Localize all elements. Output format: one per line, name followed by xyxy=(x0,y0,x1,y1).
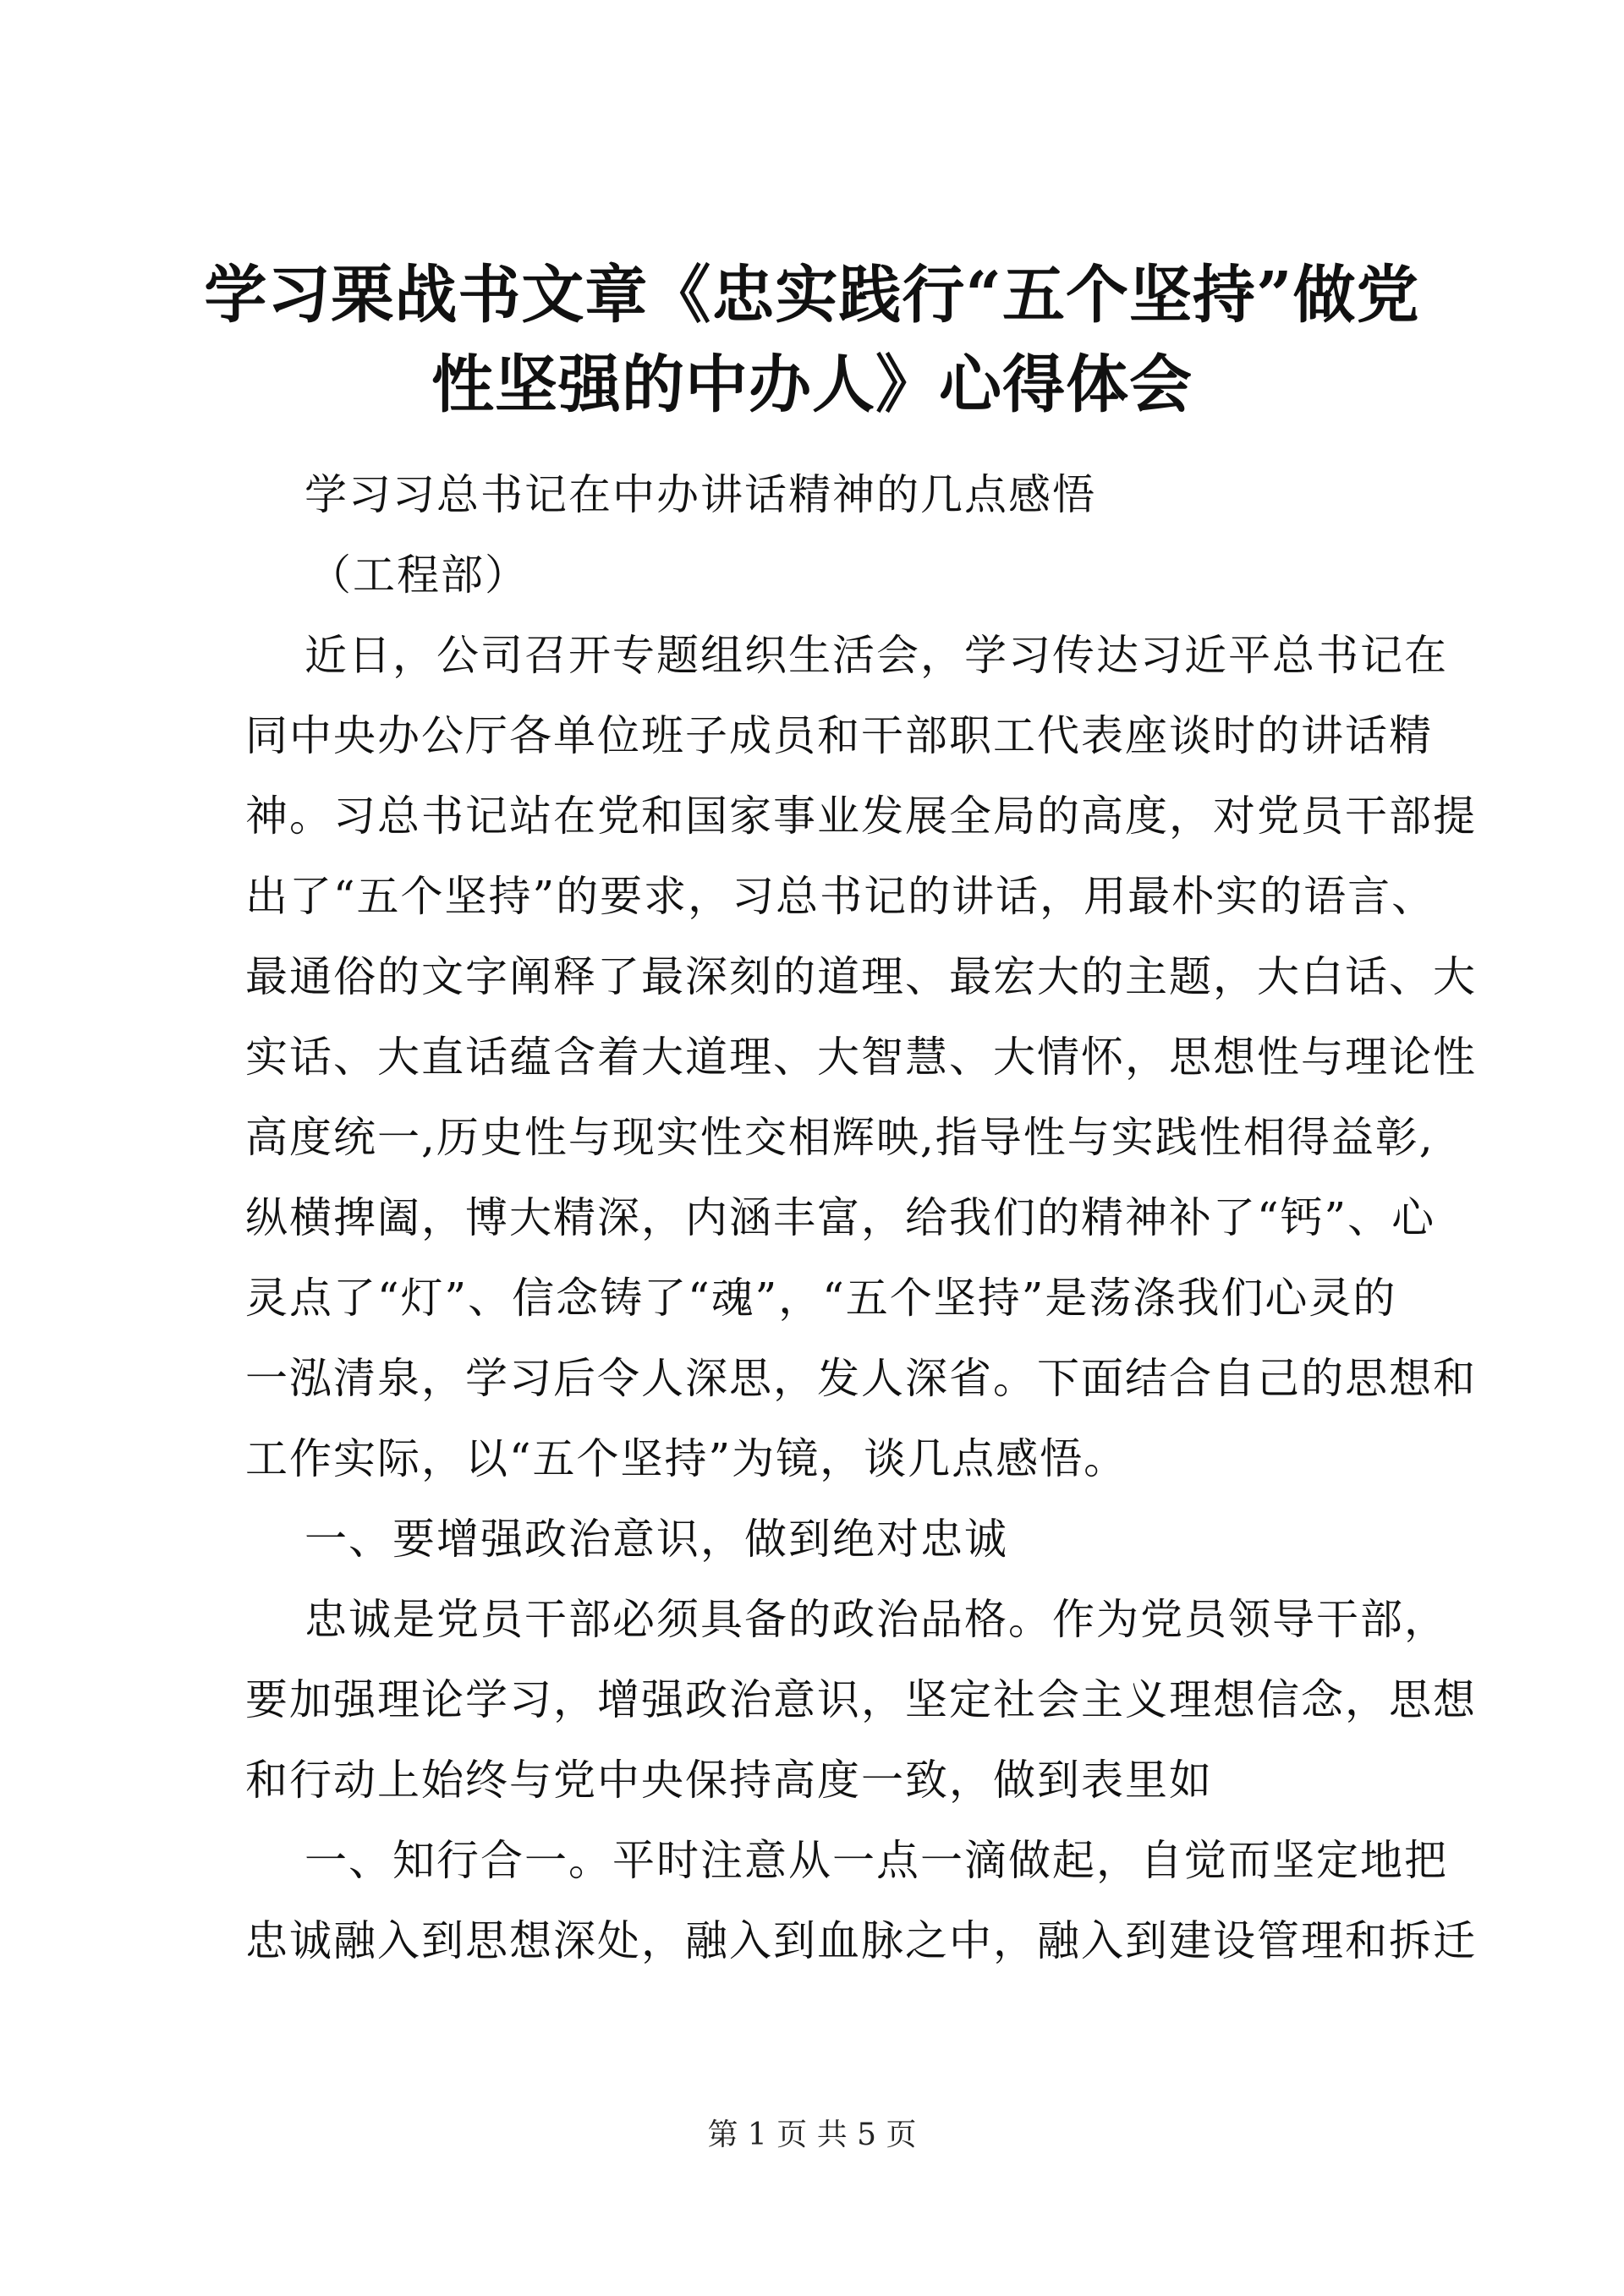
body-line-15: 一、知行合一。平时注意从一点一滴做起，自觉而坚定地把 xyxy=(304,1836,1448,1885)
department-line: （工程部） xyxy=(309,551,529,600)
title-line-1: 学习栗战书文章《忠实践行“五个坚持”做党 xyxy=(204,259,1420,332)
page-footer xyxy=(0,2114,1624,2156)
body-line-2: 同中央办公厅各单位班子成员和干部职工代表座谈时的讲话精 xyxy=(245,711,1433,760)
body-line-9: 灵点了“灯”、信念铸了“魂”，“五个坚持”是荡涤我们心灵的 xyxy=(245,1274,1397,1323)
body-line-7: 高度统一,历史性与现实性交相辉映,指导性与实践性相得益彰, xyxy=(245,1113,1435,1162)
page-number: 第 1 页 共 5 页 xyxy=(707,2118,917,2152)
body-line-12: 忠诚是党员干部必须具备的政治品格。作为党员领导干部， xyxy=(304,1595,1448,1644)
document-body xyxy=(245,455,1477,1981)
body-line-13: 要加强理论学习，增强政治意识，坚定社会主义理想信念，思想 xyxy=(245,1675,1477,1724)
body-line-14: 和行动上始终与党中央保持高度一致，做到表里如 xyxy=(245,1756,1213,1805)
section-heading-1: 一、要增强政治意识，做到绝对忠诚 xyxy=(304,1515,1008,1564)
body-line-5: 最通俗的文字阐释了最深刻的道理、最宏大的主题，大白话、大 xyxy=(245,952,1477,1001)
body-line-8: 纵横捭阖，博大精深，内涵丰富，给我们的精神补了“钙”、心 xyxy=(245,1193,1436,1242)
body-line-1: 近日，公司召开专题组织生活会，学习传达习近平总书记在 xyxy=(304,631,1448,680)
body-line-4: 出了“五个坚持”的要求，习总书记的讲话，用最朴实的语言、 xyxy=(245,872,1436,921)
title-line-2: 性坚强的中办人》心得体会 xyxy=(431,348,1193,421)
body-line-6: 实话、大直话蕴含着大道理、大智慧、大情怀，思想性与理论性 xyxy=(245,1033,1477,1082)
body-line-16: 忠诚融入到思想深处，融入到血脉之中，融入到建设管理和拆迁 xyxy=(245,1916,1477,1965)
body-line-3: 神。习总书记站在党和国家事业发展全局的高度，对党员干部提 xyxy=(245,792,1477,841)
document-title xyxy=(152,250,1472,430)
body-line-10: 一泓清泉，学习后令人深思，发人深省。下面结合自己的思想和 xyxy=(245,1354,1477,1403)
subtitle-line: 学习习总书记在中办讲话精神的几点感悟 xyxy=(304,470,1096,519)
body-line-11: 工作实际，以“五个坚持”为镜，谈几点感悟。 xyxy=(245,1434,1128,1483)
